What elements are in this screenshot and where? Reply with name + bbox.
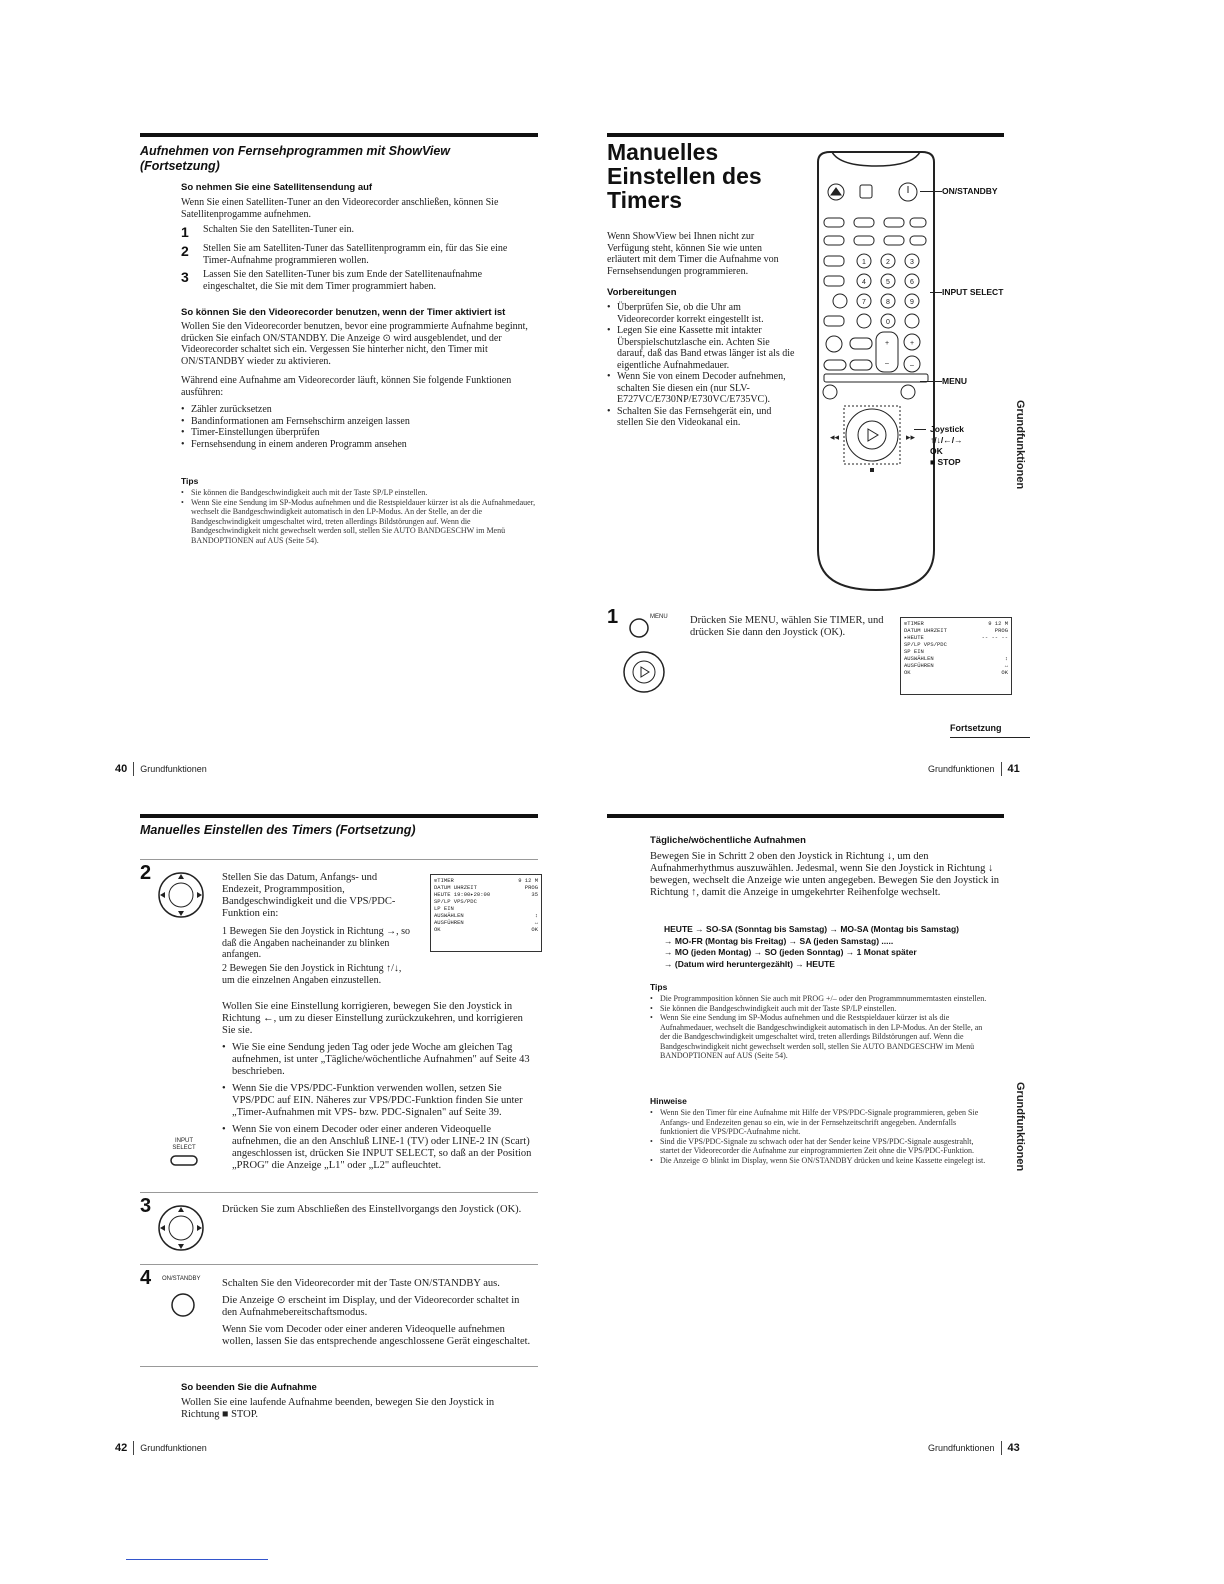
callout-input-select	[930, 287, 1003, 297]
remote-control-illustration	[810, 150, 950, 600]
p40-sat-steps	[181, 224, 536, 292]
p42-end-rule	[140, 1366, 538, 1367]
p40-sat-heading: So nehmen Sie eine Satellitensendung auf	[181, 182, 373, 193]
p41-step1-text: Drücken Sie MENU, wählen Sie TIMER, und drücken Sie dann den Joystick (OK).	[690, 615, 884, 638]
list-item: • Wenn Sie die VPS/PDC-Funktion verwenden wollen, setzen Sie VPS/PDC auf EIN. Näheres zur VPS/PDC-Funktion finden Sie unter „Timer-Aufnahmen mit VPS- bzw. PDC-Signalen" auf Seite 39.	[222, 1083, 534, 1119]
p41-side-tab: Grundfunktionen	[1014, 400, 1026, 490]
p40-use-para2: Während eine Aufnahme am Videorecorder läuft, können Sie folgende Funktionen ausführen:	[181, 375, 512, 398]
callout-joystick: Joystick ↑/↓/←/→ OK ■ STOP	[930, 424, 964, 468]
list-item: • Wenn Sie von einem Decoder oder einer anderen Videoquelle aufnehmen, die an den Anschluß LINE-1 (TV) oder LINE-2 IN (Scart) angeschlossen ist, drücken Sie INPUT SELECT, so daß an der Position „PROG" die Anzeige „L1" oder „L2" aufleuchtet.	[222, 1124, 534, 1172]
step-number: 2	[181, 243, 189, 259]
list-item: • Sie können die Bandgeschwindigkeit auch mit der Taste SP/LP einstellen.	[181, 488, 536, 498]
leader-line	[920, 381, 942, 382]
page-number: 42	[115, 1442, 128, 1454]
svg-text:–: –	[885, 360, 889, 367]
svg-text:2: 2	[886, 259, 890, 266]
step	[181, 224, 536, 240]
p41-step1-number: 1	[607, 606, 619, 628]
svg-text:9: 9	[910, 299, 914, 306]
sequence-line: → MO (jeden Montag) → SO (jeden Sonntag) → 1 Monat später	[664, 947, 917, 957]
input-select-button-icon	[169, 1153, 199, 1167]
timer-display-2: ⊙TIMER 9 12 M DATUM UHRZEIT PROG HEUTE 19:00▸20:00 35 SP/LP VPS/PDC LP EIN AUSWÄHLEN ↕ AUSFÜHREN ↔ OK OK	[430, 874, 542, 952]
menu-button-icon	[628, 616, 652, 644]
p40-use-para1: Wollen Sie den Videorecorder benutzen, bevor eine programmierte Aufnahme beginnt, drücken Sie einfach ON/STANDBY. Die Anzeige ⊙ wird ausgeblendet, und der Videorecorder schaltet sich ein. Vergessen Sie hinterher nicht, den Timer mit ON/STANDBY wieder zu aktivieren.	[181, 321, 528, 367]
svg-text:–: –	[910, 362, 914, 369]
callout-label: MENU	[942, 376, 968, 386]
p42-top-rule	[140, 814, 538, 818]
list-item: • Schalten Sie das Fernsehgerät ein, und stellen Sie den Videokanal ein.	[607, 406, 797, 429]
list-item: • Wenn Sie von einem Decoder aufnehmen, schalten Sie diesen ein (nur SLV-E727VC/E730NP/E730VC/E735VC).	[607, 371, 797, 406]
tv-button	[860, 185, 872, 198]
p42-step3-rule	[140, 1192, 538, 1193]
p43-side-tab: Grundfunktionen	[1014, 1082, 1026, 1172]
p42-step2-rule	[140, 859, 538, 860]
p42-step4-text1: Schalten Sie den Videorecorder mit der Taste ON/STANDBY aus.	[222, 1278, 500, 1289]
p41-intro: Wenn ShowView bei Ihnen nicht zur Verfügung steht, können Sie wie unten erläutert mit dem Timer die Aufnahme von Fernsehsendungen programmieren.	[607, 231, 779, 277]
p40-footer	[115, 762, 207, 776]
p41-top-rule	[607, 133, 1004, 137]
p42-step2-correct: Wollen Sie eine Einstellung korrigieren, bewegen Sie den Joystick in Richtung ←, um zu dieser Einstellung zurückzukehren, und korrigieren Sie sie.	[222, 1001, 523, 1036]
step-text: Stellen Sie am Satelliten-Tuner das Satellitenprogramm ein, für das Sie eine Timer-Aufnahme programmieren wollen.	[203, 243, 508, 266]
joystick-icon	[622, 650, 666, 698]
p43-footer	[928, 1441, 1020, 1455]
p43-tips-heading: Tips	[650, 982, 668, 992]
callout-label: ON/STANDBY	[942, 186, 998, 196]
joystick-icon	[156, 870, 206, 924]
footer-divider	[133, 1441, 134, 1455]
joystick-icon	[156, 1203, 206, 1257]
list-item: • Sie können die Bandgeschwindigkeit auch mit der Taste SP/LP einstellen.	[650, 1004, 990, 1014]
list-item: • Wie Sie eine Sendung jeden Tag oder jede Woche am gleichen Tag aufnehmen, ist unter „Tägliche/wöchentliche Aufnahmen" auf Seite 43 beschrieben.	[222, 1042, 534, 1078]
footer-divider	[133, 762, 134, 776]
svg-text:6: 6	[910, 279, 914, 286]
list-item: • Zähler zurücksetzen	[181, 404, 521, 416]
svg-text:1: 1	[862, 259, 866, 266]
p42-step4-number: 4	[140, 1267, 152, 1289]
page-number: 40	[115, 763, 128, 775]
list-item: • Wenn Sie eine Sendung im SP-Modus aufnehmen und die Restspieldauer kürzer ist als die Aufnahmedauer, wechselt die Bandgeschwindigkeit automatisch in den LP-Modus. An der Stelle, an der die Bandgeschwindigkeit umgeschaltet wird, treten allerdings Bildstörungen auf. Wenn die Bandgeschwindigkeit nicht gewechselt werden soll, stellen Sie AUTO BANDGESCHW im Menü BANDOPTIONEN auf AUS (Seite 54).	[181, 498, 536, 546]
p42-step4-rule	[140, 1264, 538, 1265]
p40-use-bullets	[181, 404, 521, 450]
list-item: • Legen Sie eine Kassette mit intakter Überspielschutzlasche ein. Achten Sie darauf, daß das Band etwas länger ist als die eigentliche Aufnahmedauer.	[607, 325, 797, 371]
footer-label: Grundfunktionen	[928, 764, 995, 774]
rewind-label: ◂◂	[830, 432, 840, 442]
p42-footer	[115, 1441, 207, 1455]
sequence-line: → MO-FR (Montag bis Freitag) → SA (jeden Samstag) .....	[664, 935, 894, 946]
svg-text:+: +	[884, 340, 890, 347]
input-select-key: INPUT SELECT	[166, 1138, 202, 1171]
svg-text:8: 8	[886, 299, 890, 306]
callout-menu	[920, 376, 967, 386]
footer-divider	[1001, 762, 1002, 776]
p43-notes	[650, 1108, 990, 1165]
p42-step2-sub1: 1 Bewegen Sie den Joystick in Richtung →, so daß die Angaben nacheinander zu blinken anfangen.	[222, 926, 411, 960]
power-button	[899, 183, 917, 201]
p41-footer	[928, 762, 1020, 776]
svg-text:7: 7	[862, 299, 866, 306]
p43-tips	[650, 994, 990, 1061]
step-number: 3	[181, 269, 189, 285]
p42-step2-bullets	[222, 1042, 534, 1172]
svg-text:5: 5	[886, 279, 890, 286]
p41-prep-heading: Vorbereitungen	[607, 287, 677, 298]
callout-label: INPUT SELECT	[942, 287, 1004, 297]
p40-sat-intro: Wenn Sie einen Satelliten-Tuner an den Videorecorder anschließen, können Sie Satellitenprogamme aufnehmen.	[181, 197, 499, 220]
step	[181, 243, 536, 266]
p43-top-rule	[607, 814, 1004, 818]
list-item: • Fernsehsendung in einem anderen Programm ansehen	[181, 439, 521, 451]
list-item: • Die Anzeige ⊙ blinkt im Display, wenn Sie ON/STANDBY drücken und keine Kassette eingelegt ist.	[650, 1156, 990, 1166]
p42-step4-key: ON/STANDBY	[162, 1276, 201, 1282]
p41-title: Manuelles Einstellen des Timers	[607, 139, 762, 213]
footer-label: Grundfunktionen	[928, 1443, 995, 1453]
p42-step2-text: Stellen Sie das Datum, Anfangs- und Endezeit, Programmposition, Bandgeschwindigkeit und die VPS/PDC-Funktion ein:	[222, 872, 396, 919]
footer-divider	[1001, 1441, 1002, 1455]
list-item: • Überprüfen Sie, ob die Uhr am Videorecorder korrekt eingestellt ist.	[607, 302, 797, 325]
footer-label: Grundfunktionen	[140, 1443, 207, 1453]
p42-step3-text: Drücken Sie zum Abschließen des Einstellvorgangs den Joystick (OK).	[222, 1204, 522, 1215]
page-number: 43	[1007, 1442, 1020, 1454]
svg-text:3: 3	[910, 259, 914, 266]
step-number: 1	[181, 224, 189, 240]
sequence-line: → (Datum wird heruntergezählt) → HEUTE	[664, 958, 835, 969]
p42-step4-text2: Die Anzeige ⊙ erscheint im Display, und der Videorecorder schaltet in den Aufnahmebereitschaftsmodus.	[222, 1295, 520, 1318]
list-item: • Bandinformationen am Fernsehschirm anzeigen lassen	[181, 416, 521, 428]
p40-tips	[181, 488, 536, 545]
callout-on-standby	[920, 186, 998, 196]
svg-text:+: +	[909, 340, 915, 347]
svg-text:0: 0	[886, 319, 890, 326]
step-text: Schalten Sie den Satelliten-Tuner ein.	[203, 224, 354, 235]
p40-title: Aufnehmen von Fernsehprogrammen mit ShowView (Fortsetzung)	[140, 144, 450, 173]
list-item: • Timer-Einstellungen überprüfen	[181, 427, 521, 439]
p43-daily-heading: Tägliche/wöchentliche Aufnahmen	[650, 835, 806, 846]
p43-sequence	[664, 924, 1004, 970]
svg-text:4: 4	[862, 279, 866, 286]
bottom-link-underline	[126, 1559, 268, 1560]
p43-notes-heading: Hinweise	[650, 1096, 687, 1106]
p40-top-rule	[140, 133, 538, 137]
p42-title: Manuelles Einstellen des Timers (Fortsetzung)	[140, 823, 416, 837]
p42-step2-sub2: 2 Bewegen Sie den Joystick in Richtung ↑/↓, um die einzelnen Angaben einzustellen.	[222, 963, 402, 986]
p42-step2-number: 2	[140, 862, 152, 884]
remote-top-lip	[832, 152, 920, 166]
sequence-line: HEUTE → SO-SA (Sonntag bis Samstag) → MO-SA (Montag bis Samstag)	[664, 924, 960, 934]
p40-use-heading: So können Sie den Videorecorder benutzen, wenn der Timer aktiviert ist	[181, 307, 506, 318]
p40-tips-heading: Tips	[181, 476, 199, 486]
p41-prep-bullets	[607, 302, 797, 429]
p42-step3-number: 3	[140, 1195, 152, 1217]
footer-label: Grundfunktionen	[140, 764, 207, 774]
leader-line	[930, 292, 942, 293]
p43-daily-text: Bewegen Sie in Schritt 2 oben den Joystick in Richtung ↓, um den Aufnahmerhythmus auszuwählen. Jedesmal, wenn Sie den Joystick in Richtung ↓ bewegen, wechselt die Anzeige wie unten angegeben. Bewegen Sie den Joystick in Richtung ↑, damit die Anzeige in umgekehrter Reihenfolge wechselt.	[650, 851, 1000, 898]
list-item: • Wenn Sie eine Sendung im SP-Modus aufnehmen und die Restspieldauer kürzer ist als die Aufnahmedauer, wechselt die Bandgeschwindigkeit automatisch in den LP-Modus. An der Stelle, an der die Bandgeschwindigkeit umgeschaltet wird, treten allerdings Bildstörungen auf. Wenn die Bandgeschwindigkeit nicht gewechselt werden soll, stellen Sie AUTO BANDGESCHW im Menü BANDOPTIONEN auf AUS (Seite 54).	[650, 1013, 990, 1061]
ffwd-label: ▸▸	[906, 432, 916, 442]
p41-continue: Fortsetzung	[950, 716, 1030, 738]
page-number: 41	[1007, 763, 1020, 775]
eject-button	[828, 184, 844, 200]
list-item: • Wenn Sie den Timer für eine Aufnahme mit Hilfe der VPS/PDC-Signale programmieren, geben Sie Anfangs- und Endezeiten genau so ein, wie in der Fernsehzeitschrift angegeben. Andernfalls funktioniert die VPS/PDC-Aufnahme nicht.	[650, 1108, 990, 1137]
leader-line	[920, 191, 942, 192]
list-item: • Sind die VPS/PDC-Signale zu schwach oder hat der Sender keine VPS/PDC-Signale ausgestrahlt, startet der Videorecorder die Aufnahme zur einprogrammierten Zeit ohne die VPS/PDC-Funktion.	[650, 1137, 990, 1156]
step	[181, 269, 536, 292]
p41-step1-key: MENU	[650, 614, 668, 620]
stop-dot	[870, 468, 874, 472]
p42-step4-text3: Wenn Sie vom Decoder oder einer anderen Videoquelle aufnehmen wollen, lassen Sie das entsprechende angeschlossene Gerät eingeschaltet.	[222, 1324, 531, 1347]
power-button-icon	[170, 1292, 196, 1322]
step-text: Lassen Sie den Satelliten-Tuner bis zum Ende der Satellitenaufnahme eingeschaltet, die Sie mit dem Timer programmiert haben.	[203, 269, 483, 292]
p42-end-text: Wollen Sie eine laufende Aufnahme beenden, bewegen Sie den Joystick in Richtung ■ STOP.	[181, 1397, 495, 1420]
p42-end-heading: So beenden Sie die Aufnahme	[181, 1382, 317, 1393]
list-item: • Die Programmposition können Sie auch mit PROG +/– oder den Programmnummerntasten einstellen.	[650, 994, 990, 1004]
timer-display-1: ⊙TIMER 9 12 M DATUM UHRZEIT PROG ▸HEUTE -- -- -- SP/LP VPS/PDC SP EIN AUSWÄHLEN ↕ AUSFÜHREN ↔ OK OK	[900, 617, 1012, 695]
